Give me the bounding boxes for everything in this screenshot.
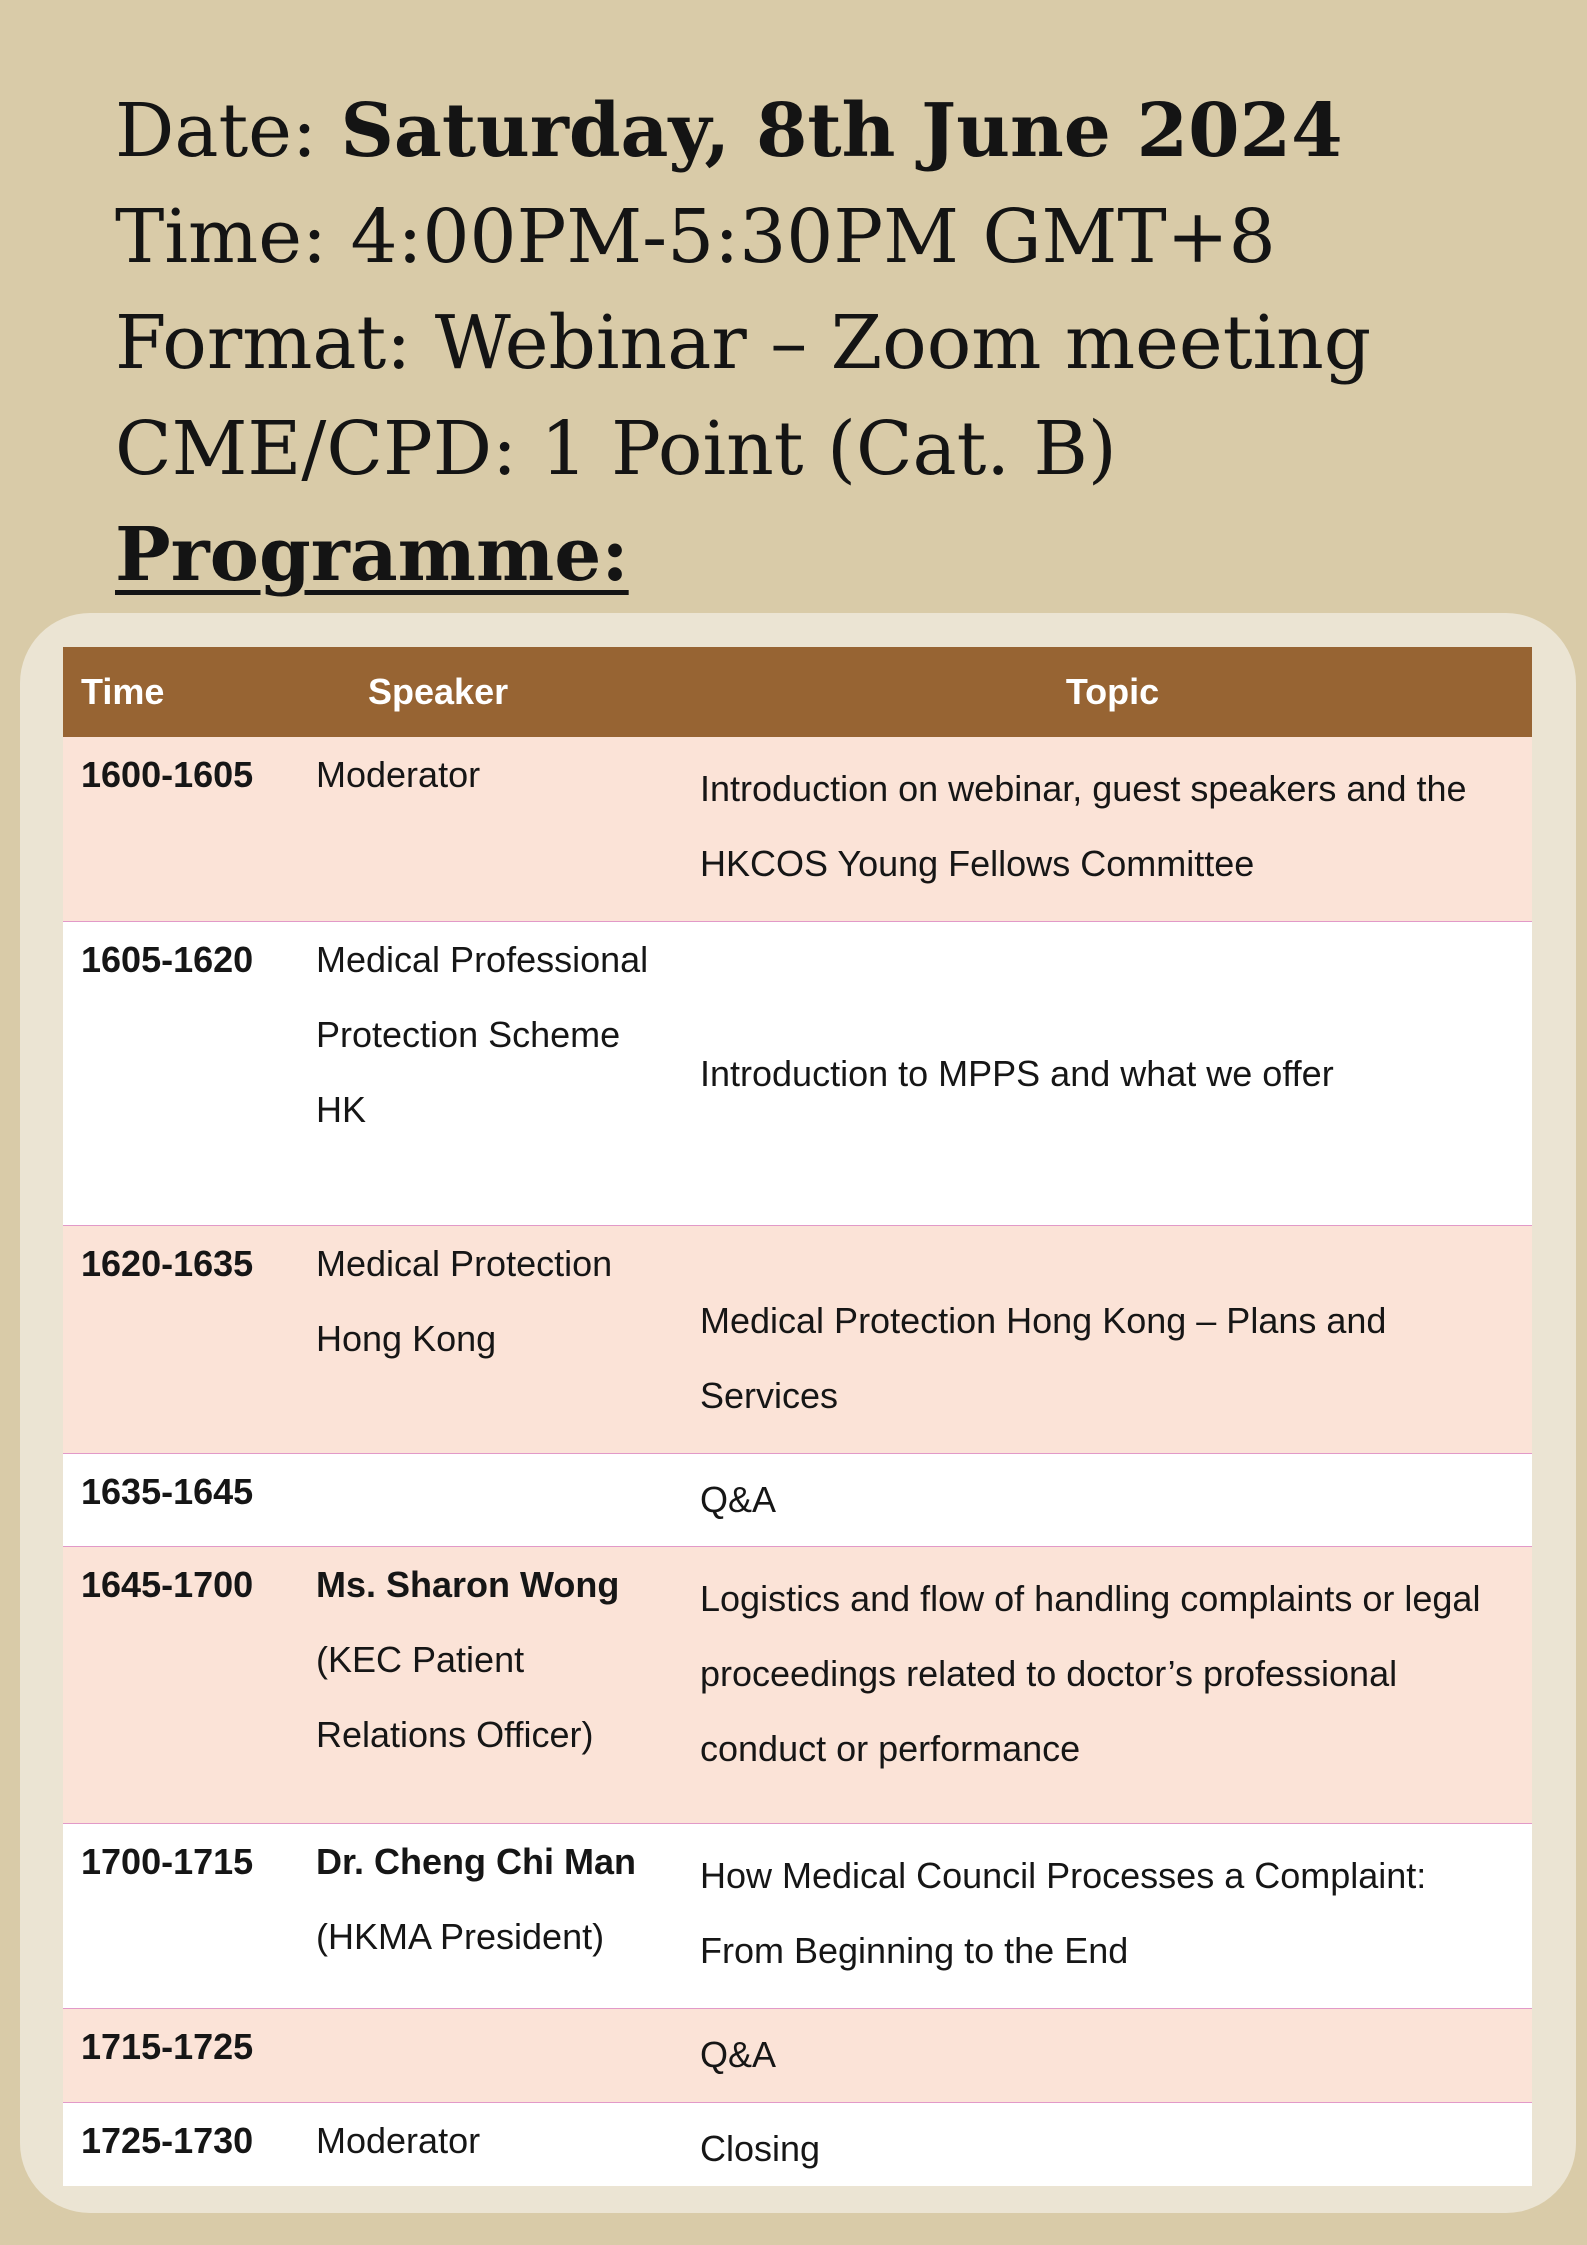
speaker-role: Moderator <box>316 754 481 795</box>
row-time: 1605-1620 <box>81 938 254 980</box>
cme-line: CME/CPD: 1 Point (Cat. B) <box>115 406 1117 492</box>
time-line: Time: 4:00PM-5:30PM GMT+8 <box>115 194 1276 280</box>
row-speaker <box>308 1453 693 1546</box>
row-speaker <box>308 921 693 1225</box>
row-time: 1645-1700 <box>81 1563 254 1605</box>
format-line: Format: Webinar – Zoom meeting <box>115 300 1372 386</box>
row-topic: How Medical Council Processes a Complaint: From Beginning to the End <box>700 1854 1427 1971</box>
row-time: 1600-1605 <box>81 754 254 795</box>
row-topic: Introduction to MPPS and what we offer <box>700 1052 1334 1094</box>
row-time: 1715-1725 <box>81 2025 254 2067</box>
row-topic: Q&A <box>700 2033 777 2075</box>
header-time: Time <box>63 647 308 737</box>
table-row <box>63 1453 1532 1546</box>
speaker-role: (KEC Patient Relations Officer) <box>316 1638 594 1755</box>
table-row <box>63 1546 1532 1823</box>
header-speaker-label: Speaker <box>368 671 509 712</box>
header-speaker <box>308 647 693 737</box>
table-row <box>63 2102 1532 2186</box>
speaker-role: Moderator <box>316 2119 481 2161</box>
row-topic: Closing <box>700 2127 821 2169</box>
header-topic: Topic <box>693 647 1532 737</box>
row-topic: Introduction on webinar, guest speakers and the HKCOS Young Fellows Committee <box>700 768 1467 884</box>
table-row <box>63 921 1532 1225</box>
row-speaker <box>308 1546 693 1823</box>
row-speaker <box>308 2008 693 2102</box>
speaker-name: Dr. Cheng Chi Man <box>316 1840 637 1882</box>
row-topic: Medical Protection Hong Kong – Plans and Services <box>700 1299 1387 1416</box>
row-time: 1700-1715 <box>81 1840 254 1882</box>
programme-heading: Programme: <box>115 512 629 598</box>
table-row <box>63 1225 1532 1453</box>
row-speaker <box>308 1823 693 2008</box>
row-speaker <box>308 1225 693 1453</box>
row-time: 1725-1730 <box>81 2119 254 2161</box>
speaker-role: Medical Professional Protection Scheme HK <box>316 938 649 1130</box>
event-details <box>115 78 1371 608</box>
date-label: Date: <box>115 88 317 174</box>
programme-table <box>63 647 1532 2186</box>
row-time: 1620-1635 <box>81 1242 254 1284</box>
date-value: Saturday, 8th June 2024 <box>340 88 1343 174</box>
table-row <box>63 737 1532 921</box>
row-speaker <box>308 737 693 921</box>
speaker-role: Medical Protection Hong Kong <box>316 1242 613 1359</box>
table-row <box>63 2008 1532 2102</box>
row-topic: Q&A <box>700 1478 777 1520</box>
speaker-role: (HKMA President) <box>316 1915 605 1957</box>
row-topic: Logistics and flow of handling complaints or legal proceedings related to doctor’s professional conduct or performance <box>700 1577 1481 1769</box>
speaker-name: Ms. Sharon Wong <box>316 1563 620 1605</box>
row-speaker <box>308 2102 693 2186</box>
programme-table-wrap <box>63 647 1532 2186</box>
date-line <box>115 78 1371 184</box>
table-row <box>63 1823 1532 2008</box>
row-time: 1635-1645 <box>81 1470 254 1512</box>
table-header-row <box>63 647 1532 737</box>
